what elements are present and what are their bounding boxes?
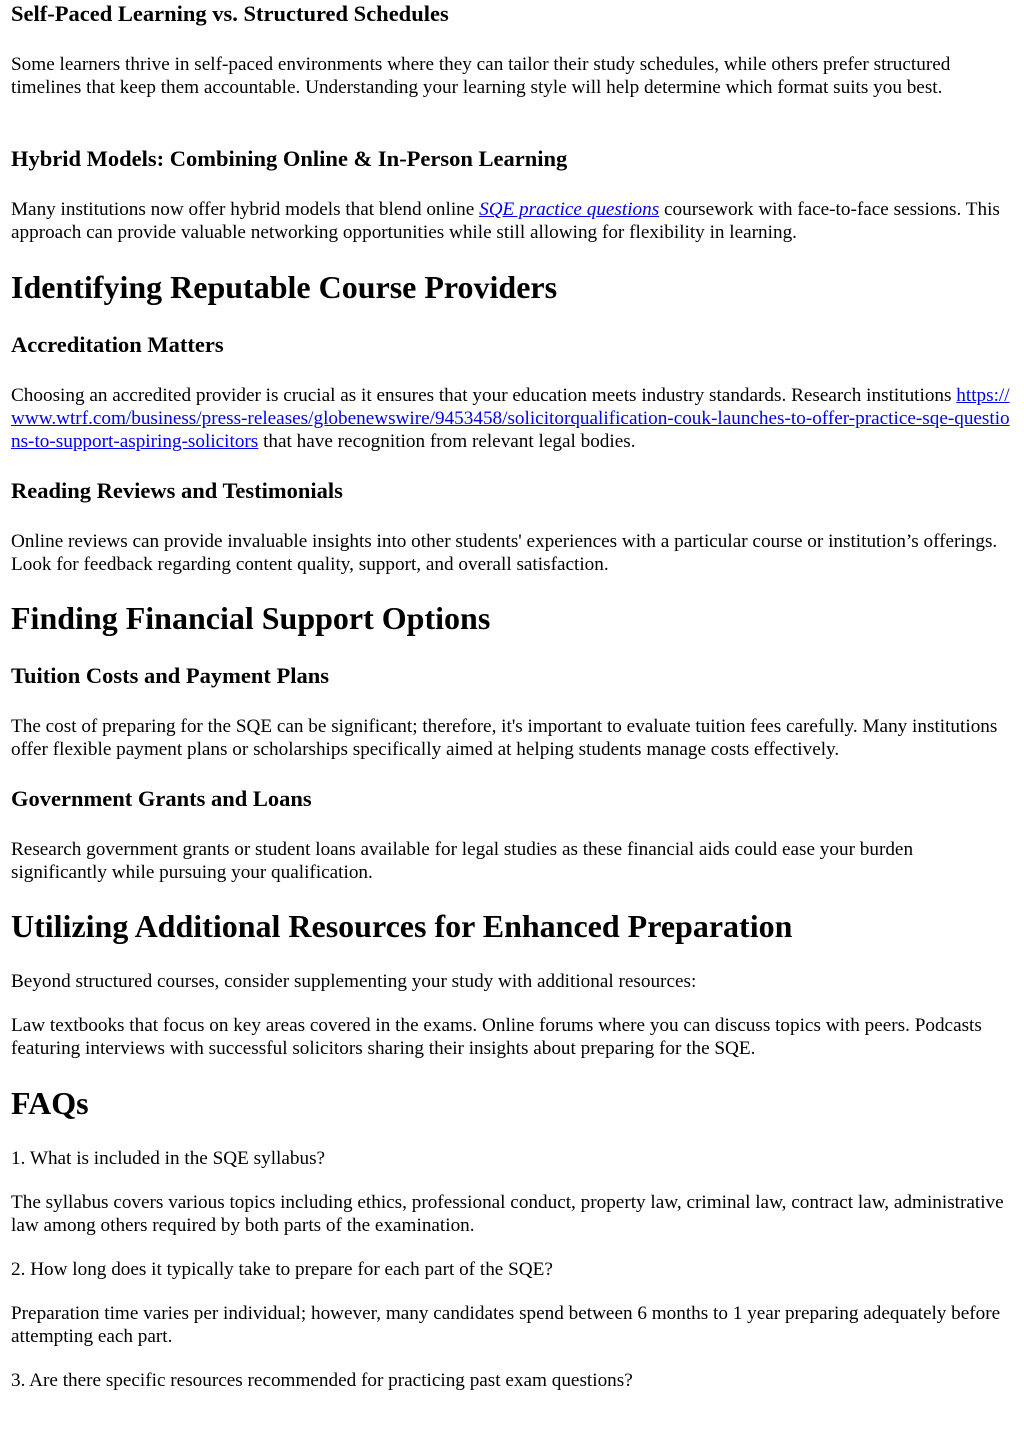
tuition-paragraph: The cost of preparing for the SQE can be significant; therefore, it's important to evaluate tuition fees carefully. Many institutions offer flexible payment plans or scholarships specifically aimed at helping students manage costs effectively. — [11, 716, 998, 760]
financial-heading: Finding Financial Support Options — [11, 600, 491, 636]
faq-answer-2: Preparation time varies per individual; however, many candidates spend between 6 months to 1 year preparing adequately before attempting each part. — [11, 1303, 1001, 1347]
hybrid-paragraph — [11, 198, 1013, 244]
reviews-paragraph: Online reviews can provide invaluable insights into other students' experiences with a particular course or institution’s offerings. Look for feedback regarding content quality, support, and overall satisfaction. — [11, 531, 998, 575]
faq-question-2: 2. How long does it typically take to prepare for each part of the SQE? — [11, 1259, 553, 1280]
wtrf-press-release-link[interactable]: https://www.wtrf.com/business/press-releases/globenewswire/9453458/solicitorqualification-couk-launches-to-offer-practice-sqe-questions-to-support-aspiring-solicitors — [11, 385, 1010, 452]
faqs-heading: FAQs — [11, 1085, 89, 1121]
tuition-heading: Tuition Costs and Payment Plans — [11, 663, 329, 688]
resources-heading: Utilizing Additional Resources for Enhanced Preparation — [11, 908, 793, 944]
sqe-practice-questions-link[interactable]: SQE practice questions — [479, 199, 660, 220]
self-paced-paragraph: Some learners thrive in self-paced environments where they can tailor their study schedules, while others prefer structured timelines that keep them accountable. Understanding your learning style will help determine which format suits you best. — [11, 54, 951, 98]
resources-intro: Beyond structured courses, consider supplementing your study with additional resources: — [11, 971, 697, 992]
accreditation-text-after: that have recognition from relevant legal bodies. — [258, 431, 636, 452]
grants-heading: Government Grants and Loans — [11, 786, 312, 811]
faq-answer-1: The syllabus covers various topics including ethics, professional conduct, property law, criminal law, contract law, administrative law among others required by both parts of the examination. — [11, 1192, 1004, 1236]
accreditation-heading: Accreditation Matters — [11, 332, 224, 357]
resources-list-paragraph: Law textbooks that focus on key areas covered in the exams. Online forums where you can discuss topics with peers. Podcasts featuring interviews with successful solicitors sharing their insights about preparing for the SQE. — [11, 1015, 982, 1059]
grants-paragraph: Research government grants or student loans available for legal studies as these financial aids could ease your burden significantly while pursuing your qualification. — [11, 839, 914, 883]
accreditation-paragraph — [11, 384, 1013, 453]
self-paced-heading: Self-Paced Learning vs. Structured Schedules — [11, 1, 449, 26]
faq-question-1: 1. What is included in the SQE syllabus? — [11, 1148, 326, 1169]
hybrid-heading: Hybrid Models: Combining Online & In-Person Learning — [11, 146, 568, 171]
providers-heading: Identifying Reputable Course Providers — [11, 269, 558, 305]
hybrid-text-before: Many institutions now offer hybrid models that blend online — [11, 199, 480, 220]
hybrid-text-after: coursework with face-to-face sessions. This approach can provide valuable networking opportunities while still allowing for flexibility in learning. — [11, 199, 1000, 243]
faq-question-3: 3. Are there specific resources recommended for practicing past exam questions? — [11, 1370, 633, 1391]
accreditation-text-before: Choosing an accredited provider is crucial as it ensures that your education meets industry standards. Research institutions — [11, 385, 957, 406]
reviews-heading: Reading Reviews and Testimonials — [11, 478, 343, 503]
